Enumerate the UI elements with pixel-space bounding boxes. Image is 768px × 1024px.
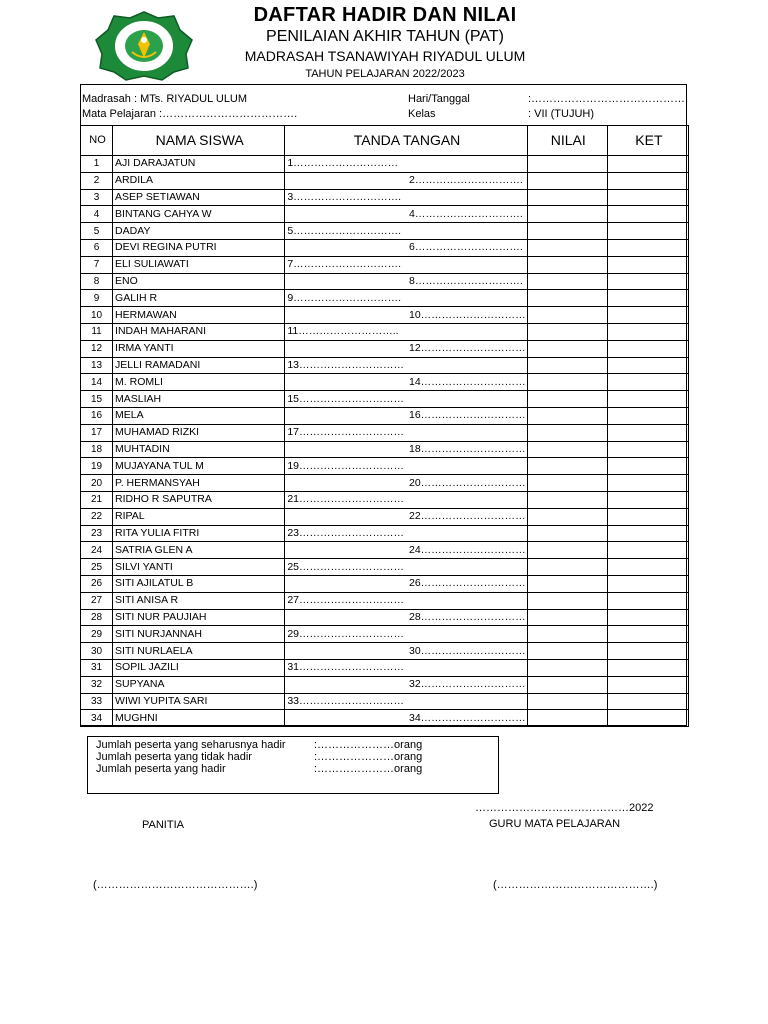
table-row — [81, 559, 689, 576]
attendance-table — [80, 125, 689, 727]
signature-cell-right: 24………………………… — [407, 542, 527, 559]
signature-cell-left — [285, 643, 407, 660]
signature-cell-right — [407, 290, 527, 307]
signature-cell-right: 14………………………… — [407, 374, 527, 391]
signature-cell-right: 8…………………………. — [407, 273, 527, 290]
student-name: ASEP SETIAWAN — [113, 189, 285, 206]
notes-cell — [607, 508, 688, 525]
student-name: M. ROMLI — [113, 374, 285, 391]
student-name: IRMA YANTI — [113, 340, 285, 357]
student-name: SITI AJILATUL B — [113, 575, 285, 592]
notes-cell — [607, 559, 688, 576]
signature-cell-right — [407, 223, 527, 240]
school-logo — [92, 10, 196, 82]
row-number: 11 — [81, 323, 113, 340]
signature-cell-left — [285, 609, 407, 626]
student-name: MUJAYANA TUL M — [113, 458, 285, 475]
signature-cell-right: 6…………………………. — [407, 239, 527, 256]
signature-cell-left — [285, 542, 407, 559]
signature-cell-right: 28………………………… — [407, 609, 527, 626]
score-cell — [527, 239, 607, 256]
student-name: GALIH R — [113, 290, 285, 307]
signature-cell-left: 31………………………… — [285, 659, 407, 676]
row-number: 25 — [81, 559, 113, 576]
signature-cell-right — [407, 626, 527, 643]
table-row — [81, 290, 689, 307]
committee-label: PANITIA — [142, 819, 184, 831]
signature-cell-right: 12………………………… — [407, 340, 527, 357]
signature-cell-left: 15………………………… — [285, 391, 407, 408]
row-number: 20 — [81, 475, 113, 492]
signature-cell-right — [407, 323, 527, 340]
score-cell — [527, 609, 607, 626]
table-row — [81, 374, 689, 391]
table-row — [81, 239, 689, 256]
signature-cell-left: 29………………………… — [285, 626, 407, 643]
student-name: MUHAMAD RIZKI — [113, 424, 285, 441]
notes-cell — [607, 323, 688, 340]
table-row — [81, 525, 689, 542]
notes-cell — [607, 491, 688, 508]
score-cell — [527, 407, 607, 424]
row-number: 12 — [81, 340, 113, 357]
row-number: 7 — [81, 256, 113, 273]
row-number: 3 — [81, 189, 113, 206]
header-no: NO — [81, 126, 113, 156]
summary-line: Jumlah peserta yang seharusnya hadir :…………………orang — [96, 739, 423, 751]
header-notes: KET — [607, 126, 688, 156]
table-row — [81, 542, 689, 559]
notes-cell — [607, 172, 688, 189]
attendance-summary — [87, 736, 499, 794]
notes-cell — [607, 575, 688, 592]
signature-cell-right: 2…………………………. — [407, 172, 527, 189]
score-cell — [527, 307, 607, 324]
signature-cell-right: 30………………………… — [407, 643, 527, 660]
notes-cell — [607, 156, 688, 173]
row-number: 13 — [81, 357, 113, 374]
signature-cell-right: 34………………………… — [407, 710, 527, 727]
teacher-label: GURU MATA PELAJARAN — [489, 818, 621, 830]
student-name: WIWI YUPITA SARI — [113, 693, 285, 710]
notes-cell — [607, 441, 688, 458]
signature-cell-left — [285, 239, 407, 256]
score-cell — [527, 441, 607, 458]
table-row — [81, 693, 689, 710]
signature-cell-left — [285, 172, 407, 189]
score-cell — [527, 323, 607, 340]
score-cell — [527, 475, 607, 492]
table-row — [81, 508, 689, 525]
table-row — [81, 458, 689, 475]
score-cell — [527, 676, 607, 693]
table-row — [81, 172, 689, 189]
score-cell — [527, 424, 607, 441]
student-name: P. HERMANSYAH — [113, 475, 285, 492]
score-cell — [527, 693, 607, 710]
student-name: SATRIA GLEN A — [113, 542, 285, 559]
signature-cell-right — [407, 525, 527, 542]
row-number: 34 — [81, 710, 113, 727]
student-name: RIDHO R SAPUTRA — [113, 491, 285, 508]
row-number: 8 — [81, 273, 113, 290]
notes-cell — [607, 290, 688, 307]
header-signature: TANDA TANGAN — [285, 126, 527, 156]
signature-cell-left: 11……………………….. — [285, 323, 407, 340]
signature-cell-right: 18………………………… — [407, 441, 527, 458]
signature-cell-right — [407, 189, 527, 206]
row-number: 16 — [81, 407, 113, 424]
student-name: SUPYANA — [113, 676, 285, 693]
signature-cell-left: 5…………………………. — [285, 223, 407, 240]
row-number: 4 — [81, 206, 113, 223]
table-row — [81, 223, 689, 240]
row-number: 24 — [81, 542, 113, 559]
signature-cell-left — [285, 307, 407, 324]
row-number: 27 — [81, 592, 113, 609]
row-number: 30 — [81, 643, 113, 660]
signature-cell-left: 21………………………… — [285, 491, 407, 508]
score-cell — [527, 391, 607, 408]
score-cell — [527, 575, 607, 592]
table-row — [81, 273, 689, 290]
notes-cell — [607, 374, 688, 391]
signature-cell-left: 19………………………… — [285, 458, 407, 475]
score-cell — [527, 374, 607, 391]
notes-cell — [607, 189, 688, 206]
score-cell — [527, 172, 607, 189]
score-cell — [527, 626, 607, 643]
notes-cell — [607, 458, 688, 475]
row-number: 15 — [81, 391, 113, 408]
madrasah-label: Madrasah : MTs. RIYADUL ULUM — [82, 93, 248, 105]
table-row — [81, 424, 689, 441]
signature-cell-right — [407, 424, 527, 441]
student-name: MUGHNI — [113, 710, 285, 727]
row-number: 18 — [81, 441, 113, 458]
score-cell — [527, 206, 607, 223]
signature-cell-left — [285, 407, 407, 424]
row-number: 19 — [81, 458, 113, 475]
notes-cell — [607, 475, 688, 492]
signature-cell-left: 23………………………… — [285, 525, 407, 542]
signature-cell-right — [407, 559, 527, 576]
signature-cell-left: 17………………………… — [285, 424, 407, 441]
student-name: ENO — [113, 273, 285, 290]
student-name: SITI NURLAELA — [113, 643, 285, 660]
score-cell — [527, 542, 607, 559]
page-subtitle: PENILAIAN AKHIR TAHUN (PAT) — [266, 28, 504, 45]
table-row — [81, 609, 689, 626]
signature-cell-left: 13………………………… — [285, 357, 407, 374]
signature-cell-left: 9…………………………. — [285, 290, 407, 307]
table-row — [81, 307, 689, 324]
score-cell — [527, 659, 607, 676]
row-number: 23 — [81, 525, 113, 542]
student-name: DADAY — [113, 223, 285, 240]
score-cell — [527, 340, 607, 357]
table-header-row — [81, 126, 689, 156]
table-row — [81, 407, 689, 424]
table-row — [81, 626, 689, 643]
row-number: 2 — [81, 172, 113, 189]
score-cell — [527, 156, 607, 173]
table-row — [81, 575, 689, 592]
table-row — [81, 256, 689, 273]
academic-year: TAHUN PELAJARAN 2022/2023 — [305, 68, 465, 80]
table-row — [81, 643, 689, 660]
summary-line: Jumlah peserta yang hadir :…………………orang — [96, 763, 423, 775]
notes-cell — [607, 223, 688, 240]
signature-cell-right: 16………………………… — [407, 407, 527, 424]
signature-cell-right — [407, 659, 527, 676]
student-name: MELA — [113, 407, 285, 424]
table-row — [81, 323, 689, 340]
student-name: HERMAWAN — [113, 307, 285, 324]
table-row — [81, 659, 689, 676]
signature-cell-left: 7…………………………. — [285, 256, 407, 273]
table-row — [81, 475, 689, 492]
date-value: :……………………………………. — [528, 93, 689, 105]
student-name: BINTANG CAHYA W — [113, 206, 285, 223]
score-cell — [527, 710, 607, 727]
signature-cell-right: 32………………………… — [407, 676, 527, 693]
signature-cell-left — [285, 441, 407, 458]
notes-cell — [607, 710, 688, 727]
student-name: DEVI REGINA PUTRI — [113, 239, 285, 256]
row-number: 6 — [81, 239, 113, 256]
student-name: SITI ANISA R — [113, 592, 285, 609]
table-row — [81, 491, 689, 508]
signature-cell-right — [407, 491, 527, 508]
signature-cell-left — [285, 374, 407, 391]
signature-cell-right — [407, 156, 527, 173]
signature-cell-left — [285, 475, 407, 492]
header-name: NAMA SISWA — [113, 126, 285, 156]
row-number: 14 — [81, 374, 113, 391]
signature-cell-left: 27………………………… — [285, 592, 407, 609]
table-row — [81, 441, 689, 458]
student-name: JELLI RAMADANI — [113, 357, 285, 374]
student-name: SITI NURJANNAH — [113, 626, 285, 643]
row-number: 33 — [81, 693, 113, 710]
signature-cell-right — [407, 592, 527, 609]
score-cell — [527, 256, 607, 273]
student-name: SILVI YANTI — [113, 559, 285, 576]
notes-cell — [607, 273, 688, 290]
student-name: RITA YULIA FITRI — [113, 525, 285, 542]
table-row — [81, 391, 689, 408]
row-number: 22 — [81, 508, 113, 525]
signature-cell-left — [285, 710, 407, 727]
score-cell — [527, 491, 607, 508]
notes-cell — [607, 643, 688, 660]
student-name: ARDILA — [113, 172, 285, 189]
row-number: 31 — [81, 659, 113, 676]
student-name: SITI NUR PAUJIAH — [113, 609, 285, 626]
teacher-signature-line: (…………………………………….) — [493, 879, 658, 891]
notes-cell — [607, 357, 688, 374]
table-row — [81, 206, 689, 223]
notes-cell — [607, 592, 688, 609]
signature-cell-left — [285, 340, 407, 357]
signature-cell-left: 33………………………… — [285, 693, 407, 710]
notes-cell — [607, 340, 688, 357]
student-name: MUHTADIN — [113, 441, 285, 458]
score-cell — [527, 357, 607, 374]
row-number: 21 — [81, 491, 113, 508]
student-name: ELI SULIAWATI — [113, 256, 285, 273]
notes-cell — [607, 542, 688, 559]
notes-cell — [607, 307, 688, 324]
score-cell — [527, 508, 607, 525]
score-cell — [527, 189, 607, 206]
score-cell — [527, 592, 607, 609]
summary-line: Jumlah peserta yang tidak hadir :…………………orang — [96, 751, 423, 763]
student-name: RIPAL — [113, 508, 285, 525]
row-number: 17 — [81, 424, 113, 441]
score-cell — [527, 223, 607, 240]
table-row — [81, 340, 689, 357]
header-score: NILAI — [527, 126, 607, 156]
signature-cell-right — [407, 458, 527, 475]
table-row — [81, 710, 689, 727]
school-name: MADRASAH TSANAWIYAH RIYADUL ULUM — [244, 48, 526, 64]
signature-cell-left: 3…………………………. — [285, 189, 407, 206]
notes-cell — [607, 693, 688, 710]
score-cell — [527, 643, 607, 660]
signature-cell-right — [407, 391, 527, 408]
signature-cell-right: 26………………………… — [407, 575, 527, 592]
notes-cell — [607, 609, 688, 626]
signature-cell-left — [285, 508, 407, 525]
signature-cell-left — [285, 273, 407, 290]
row-number: 26 — [81, 575, 113, 592]
student-name: SOPIL JAZILI — [113, 659, 285, 676]
score-cell — [527, 290, 607, 307]
notes-cell — [607, 206, 688, 223]
signature-cell-right — [407, 693, 527, 710]
signature-cell-left — [285, 575, 407, 592]
notes-cell — [607, 239, 688, 256]
committee-signature-line: (…………………………………….) — [93, 879, 258, 891]
table-row — [81, 676, 689, 693]
class-label: Kelas — [408, 108, 436, 120]
signature-cell-left: 25………………………… — [285, 559, 407, 576]
score-cell — [527, 525, 607, 542]
notes-cell — [607, 659, 688, 676]
row-number: 28 — [81, 609, 113, 626]
score-cell — [527, 458, 607, 475]
signature-cell-right: 22………………………… — [407, 508, 527, 525]
table-row — [81, 189, 689, 206]
student-name: MASLIAH — [113, 391, 285, 408]
signature-cell-right — [407, 357, 527, 374]
notes-cell — [607, 525, 688, 542]
notes-cell — [607, 626, 688, 643]
notes-cell — [607, 676, 688, 693]
signature-cell-left — [285, 206, 407, 223]
row-number: 5 — [81, 223, 113, 240]
table-row — [81, 357, 689, 374]
date-label: Hari/Tanggal — [408, 93, 470, 105]
row-number: 1 — [81, 156, 113, 173]
row-number: 32 — [81, 676, 113, 693]
table-row — [81, 592, 689, 609]
signature-cell-right: 4…………………………. — [407, 206, 527, 223]
footer-date: ……………………………………2022 — [475, 802, 654, 814]
row-number: 9 — [81, 290, 113, 307]
table-row — [81, 156, 689, 173]
signature-cell-right: 20………………………… — [407, 475, 527, 492]
subject-field: Mata Pelajaran :………………………………. — [82, 108, 298, 120]
notes-cell — [607, 407, 688, 424]
notes-cell — [607, 424, 688, 441]
row-number: 10 — [81, 307, 113, 324]
notes-cell — [607, 391, 688, 408]
page-title: DAFTAR HADIR DAN NILAI — [253, 4, 517, 26]
notes-cell — [607, 256, 688, 273]
student-name: INDAH MAHARANI — [113, 323, 285, 340]
score-cell — [527, 273, 607, 290]
signature-cell-left: 1………………………… — [285, 156, 407, 173]
score-cell — [527, 559, 607, 576]
class-value: : VII (TUJUH) — [528, 108, 594, 120]
signature-cell-left — [285, 676, 407, 693]
signature-cell-right — [407, 256, 527, 273]
row-number: 29 — [81, 626, 113, 643]
student-name: AJI DARAJATUN — [113, 156, 285, 173]
signature-cell-right: 10………………………… — [407, 307, 527, 324]
